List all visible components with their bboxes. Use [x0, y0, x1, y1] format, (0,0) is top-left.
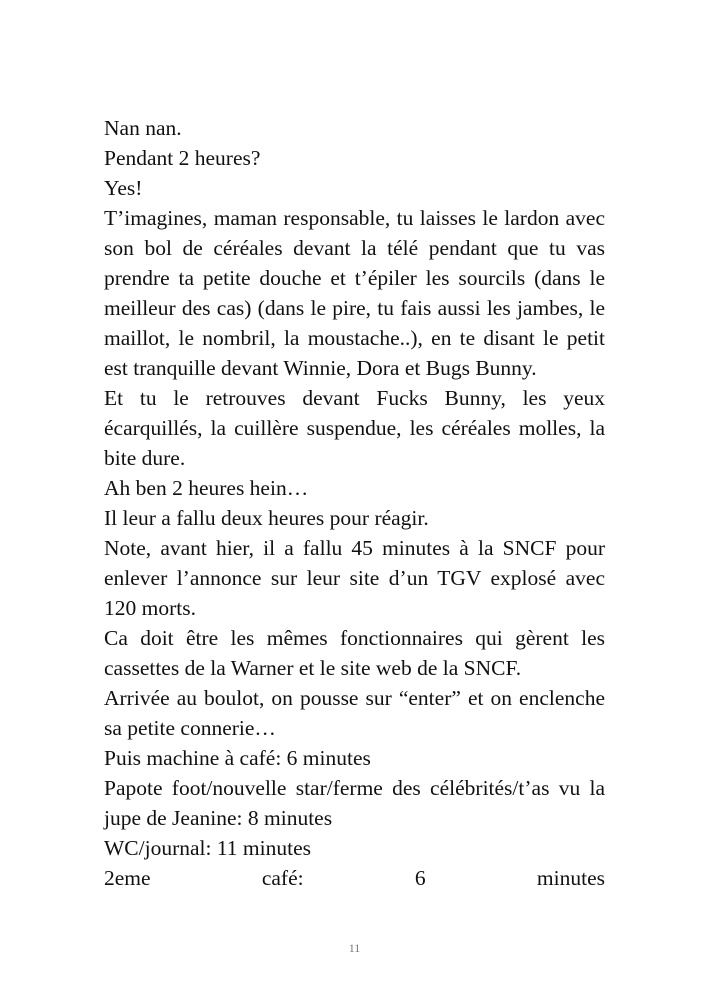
paragraph: Ca doit être les mêmes fonctionnaires qui gèrent les cassettes de la Warner et le site web de la SNCF. [104, 626, 605, 680]
body-text [104, 113, 605, 893]
paragraph: Nan nan. [104, 116, 182, 140]
paragraph: Yes! [104, 176, 143, 200]
paragraph: Et tu le retrouves devant Fucks Bunny, les yeux écarquillés, la cuillère suspendue, les céréales molles, la bite dure. [104, 386, 605, 470]
paragraph: Arrivée au boulot, on pousse sur “enter” et on enclenche sa petite connerie… [104, 686, 605, 740]
paragraph: Il leur a fallu deux heures pour réagir. [104, 506, 429, 530]
paragraph: Pendant 2 heures? [104, 146, 261, 170]
paragraph: 2eme café: 6 minutes [104, 866, 605, 890]
paragraph: Puis machine à café: 6 minutes [104, 746, 371, 770]
paragraph: Note, avant hier, il a fallu 45 minutes à la SNCF pour enlever l’annonce sur leur site d’un TGV explosé avec 120 morts. [104, 536, 605, 620]
paragraph: Ah ben 2 heures hein… [104, 476, 309, 500]
page-number: 11 [348, 941, 361, 955]
paragraph: WC/journal: 11 minutes [104, 836, 312, 860]
paragraph: Papote foot/nouvelle star/ferme des célébrités/t’as vu la jupe de Jeanine: 8 minutes [104, 776, 605, 830]
paragraph: T’imagines, maman responsable, tu laisses le lardon avec son bol de céréales devant la télé pendant que tu vas prendre ta petite douche et t’épiler les sourcils (dans le meilleur des cas) (dans le pire, tu fais aussi les jambes, le maillot, le nombril, la moustache..), en te disant le petit est tranquille devant Winnie, Dora et Bugs Bunny. [104, 206, 605, 380]
